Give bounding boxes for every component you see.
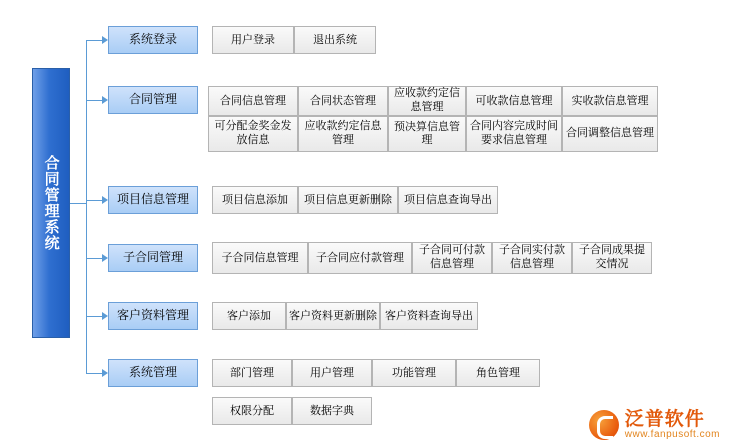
category-project-info[interactable]: 项目信息管理 — [108, 186, 198, 214]
root-connector-line — [70, 203, 86, 204]
category-contract-management[interactable]: 合同管理 — [108, 86, 198, 114]
leaf-item[interactable]: 预决算信息管理 — [388, 116, 466, 152]
leaf-item[interactable]: 实收款信息管理 — [562, 86, 658, 116]
leaf-item[interactable]: 项目信息添加 — [212, 186, 298, 214]
leaf-item[interactable]: 合同信息管理 — [208, 86, 298, 116]
category-customer-data[interactable]: 客户资料管理 — [108, 302, 198, 330]
leaf-item[interactable]: 功能管理 — [372, 359, 456, 387]
leaf-item[interactable]: 合同调整信息管理 — [562, 116, 658, 152]
leaf-item[interactable]: 可分配金奖金发放信息 — [208, 116, 298, 152]
leaf-item[interactable]: 部门管理 — [212, 359, 292, 387]
trunk-line — [86, 40, 87, 373]
logo-mark-icon — [589, 410, 619, 440]
leaf-item[interactable]: 客户添加 — [212, 302, 286, 330]
leaf-item[interactable]: 子合同实付款信息管理 — [492, 242, 572, 274]
category-subcontract[interactable]: 子合同管理 — [108, 244, 198, 272]
leaf-item[interactable]: 客户资料更新删除 — [286, 302, 380, 330]
category-system-management[interactable]: 系统管理 — [108, 359, 198, 387]
leaf-item[interactable]: 合同状态管理 — [298, 86, 388, 116]
leaf-item[interactable]: 项目信息查询导出 — [398, 186, 498, 214]
leaf-item[interactable]: 用户管理 — [292, 359, 372, 387]
company-logo — [589, 410, 720, 440]
leaf-item[interactable]: 客户资料查询导出 — [380, 302, 478, 330]
leaf-item[interactable]: 子合同可付款信息管理 — [412, 242, 492, 274]
logo-brand-text: 泛普软件 — [624, 408, 705, 430]
leaf-item[interactable]: 可收款信息管理 — [466, 86, 562, 116]
root-node: 合同管理系统 — [32, 68, 70, 338]
leaf-item[interactable]: 子合同成果提交情况 — [572, 242, 652, 274]
leaf-item[interactable]: 项目信息更新删除 — [298, 186, 398, 214]
leaf-item[interactable]: 应收款约定信息管理 — [388, 86, 466, 116]
leaf-item[interactable]: 角色管理 — [456, 359, 540, 387]
leaf-item[interactable]: 权限分配 — [212, 397, 292, 425]
leaf-item[interactable]: 数据字典 — [292, 397, 372, 425]
leaf-item[interactable]: 用户登录 — [212, 26, 294, 54]
logo-url-text: www.fanpusoft.com — [624, 428, 720, 440]
leaf-item[interactable]: 应收款约定信息管理 — [298, 116, 388, 152]
category-system-login[interactable]: 系统登录 — [108, 26, 198, 54]
leaf-item[interactable]: 子合同应付款管理 — [308, 242, 412, 274]
leaf-item[interactable]: 合同内容完成时间要求信息管理 — [466, 116, 562, 152]
leaf-item[interactable]: 子合同信息管理 — [212, 242, 308, 274]
leaf-item[interactable]: 退出系统 — [294, 26, 376, 54]
